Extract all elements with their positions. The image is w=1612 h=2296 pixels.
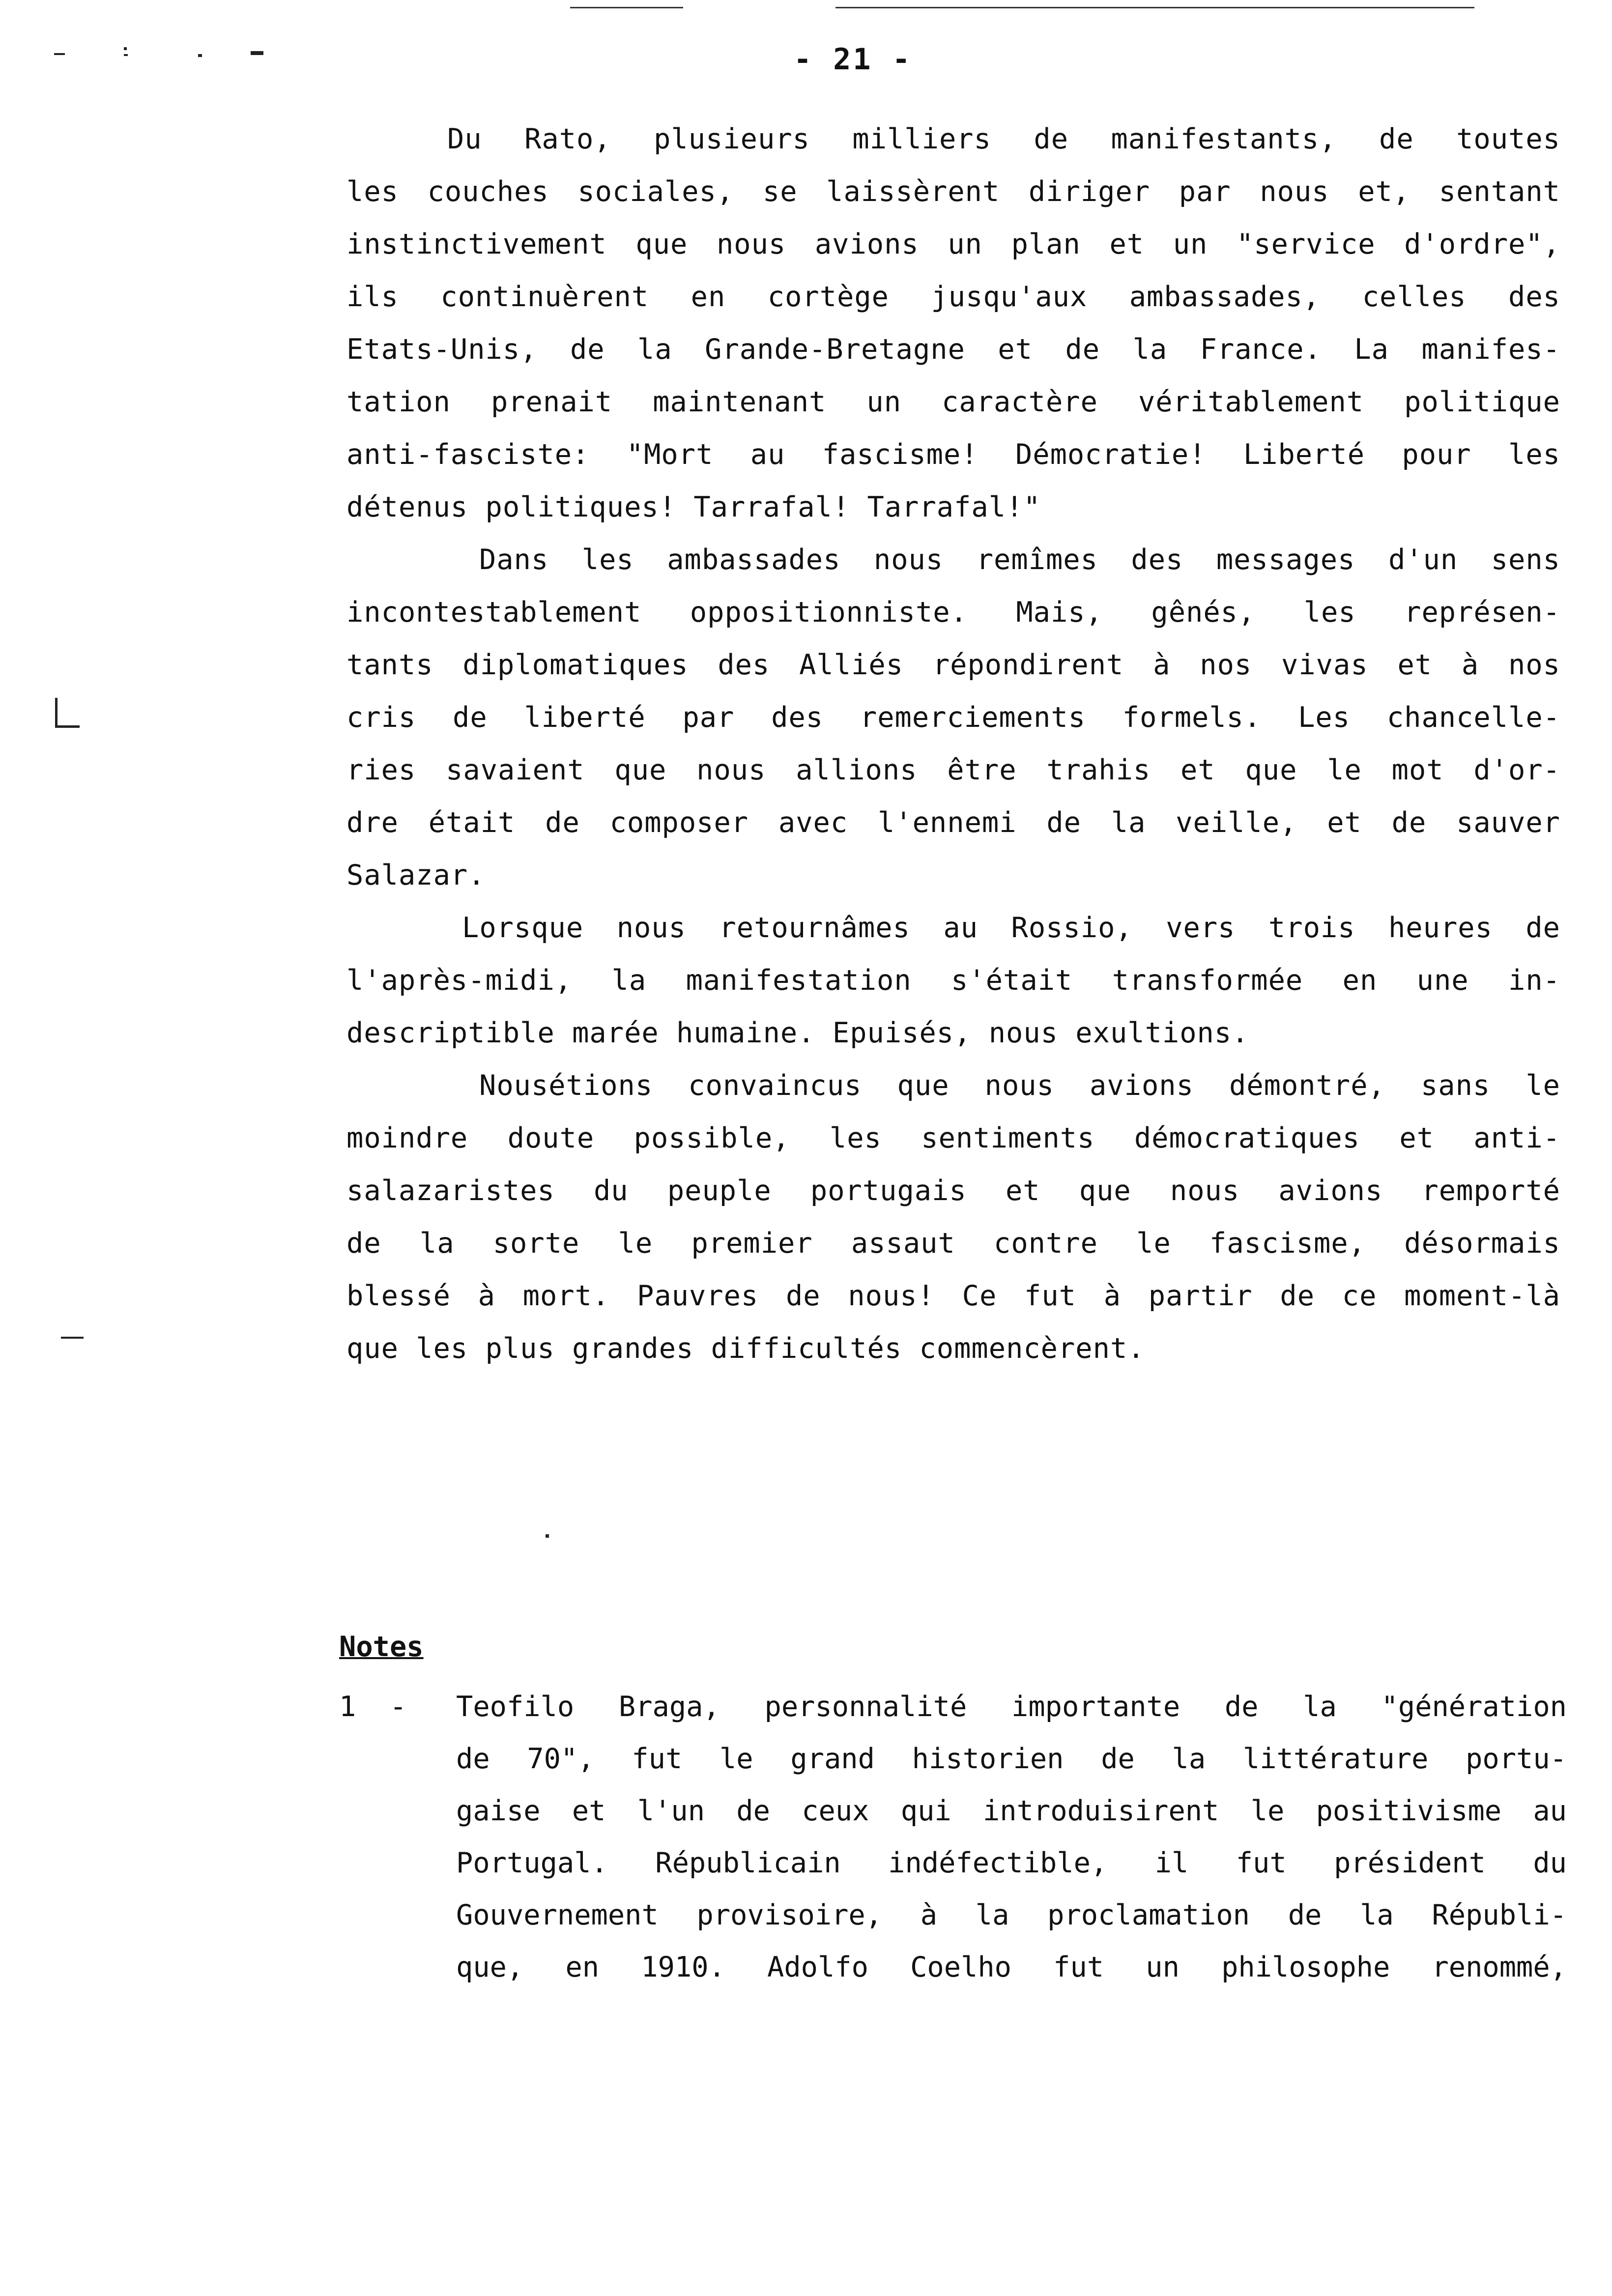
text-line: ils continuèrent en cortège jusqu'aux ambassades, celles des <box>346 281 1560 313</box>
text-line: détenus politiques! Tarrafal! Tarrafal!" <box>346 491 1041 523</box>
text-line: les couches sociales, se laissèrent diriger par nous et, sentant <box>346 175 1560 208</box>
text-line: tation prenait maintenant un caractère véritablement politique <box>346 386 1560 418</box>
text-line: incontestablement oppositionniste. Mais, gênés, les représen- <box>346 596 1560 629</box>
text-line: Gouvernement provisoire, à la proclamation de la Républi- <box>456 1899 1567 1931</box>
text-line: ries savaient que nous allions être trahis et que le mot d'or- <box>346 754 1560 786</box>
text-line: anti-fasciste: "Mort au fascisme! Démocratie! Liberté pour les <box>346 438 1560 471</box>
scan-mark <box>55 725 80 728</box>
text-line: instinctivement que nous avions un plan et un "service d'ordre", <box>346 228 1560 260</box>
scan-mark <box>61 1337 84 1339</box>
scan-rule-top-left <box>570 7 683 8</box>
notes-heading: Notes <box>339 1631 424 1663</box>
footnote-text <box>456 1681 1567 1993</box>
text-line: salazaristes du peuple portugais et que nous avions remporté <box>346 1175 1560 1207</box>
scan-mark <box>54 53 65 55</box>
scan-mark <box>55 698 58 727</box>
text-line: descriptible marée humaine. Epuisés, nous exultions. <box>346 1017 1249 1049</box>
footnote-marker: 1 - <box>339 1691 407 1723</box>
text-line: dre était de composer avec l'ennemi de la veille, et de sauver <box>346 806 1560 839</box>
text-line: blessé à mort. Pauvres de nous! Ce fut à partir de ce moment-là <box>346 1280 1560 1312</box>
body-text <box>346 113 1560 1375</box>
scan-mark <box>124 54 128 56</box>
scan-mark <box>124 47 127 50</box>
scan-mark <box>198 54 202 57</box>
scan-rule-top-right <box>835 7 1474 8</box>
page-number: - 21 - <box>794 42 912 77</box>
text-line: Teofilo Braga, personnalité importante de la "génération <box>456 1691 1567 1723</box>
text-line: l'après-midi, la manifestation s'était transformée en une in- <box>346 964 1560 997</box>
text-line: cris de liberté par des remerciements formels. Les chancelle- <box>346 701 1560 734</box>
text-line: que les plus grandes difficultés commencèrent. <box>346 1332 1145 1365</box>
text-line: Lorsque nous retournâmes au Rossio, vers trois heures de <box>462 912 1560 944</box>
scan-mark <box>251 51 263 55</box>
text-line: Nousétions convaincus que nous avions démontré, sans le <box>479 1069 1560 1102</box>
text-line: tants diplomatiques des Alliés répondirent à nos vivas et à nos <box>346 649 1560 681</box>
text-line: Du Rato, plusieurs milliers de manifestants, de toutes <box>447 123 1560 155</box>
text-line: Etats-Unis, de la Grande-Bretagne et de la France. La manifes- <box>346 333 1560 366</box>
text-line: moindre doute possible, les sentiments démocratiques et anti- <box>346 1122 1560 1154</box>
text-line: Dans les ambassades nous remîmes des messages d'un sens <box>479 544 1560 576</box>
scan-mark <box>546 1534 549 1538</box>
text-line: gaise et l'un de ceux qui introduisirent le positivisme au <box>456 1795 1567 1827</box>
text-line: de 70", fut le grand historien de la littérature portu- <box>456 1743 1567 1775</box>
text-line: de la sorte le premier assaut contre le fascisme, désormais <box>346 1227 1560 1260</box>
text-line: Salazar. <box>346 859 486 891</box>
text-line: que, en 1910. Adolfo Coelho fut un philosophe renommé, <box>456 1951 1567 1983</box>
text-line: Portugal. Républicain indéfectible, il fut président du <box>456 1847 1567 1879</box>
